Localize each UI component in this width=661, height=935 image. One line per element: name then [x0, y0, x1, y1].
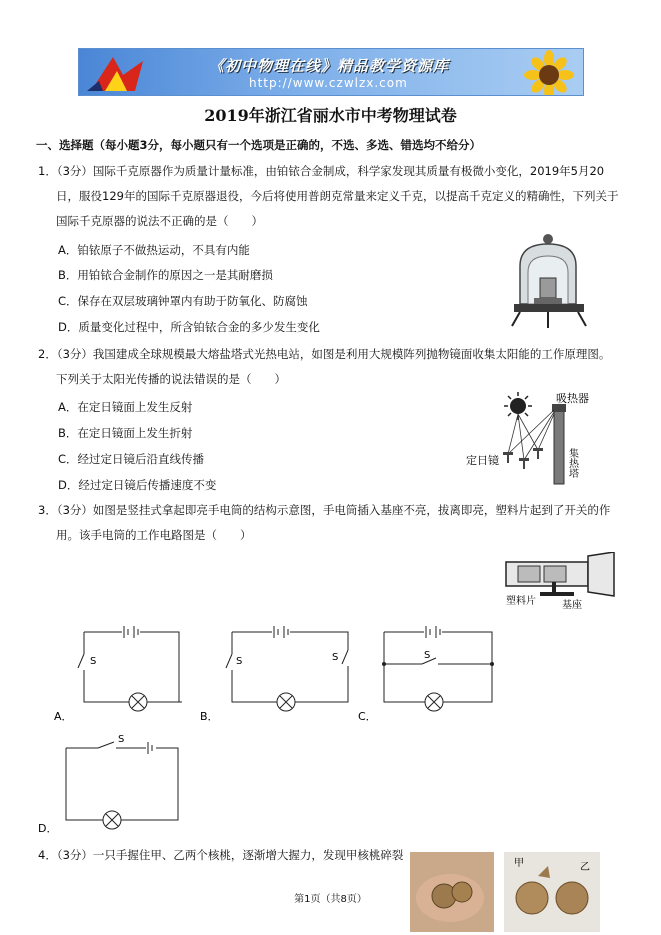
question-2-option-a: A．在定日镜面上发生反射 [58, 400, 193, 414]
switch-label: S [90, 656, 97, 667]
walnut-jia-label: 甲 [514, 858, 524, 869]
question-1-option-c: C．保存在双层玻璃钟罩内有助于防氧化、防腐蚀 [58, 294, 308, 308]
logo-icon [83, 51, 163, 95]
choice-a-label: A． [54, 710, 73, 723]
choice-b-label: B． [200, 710, 219, 723]
question-3-line-2: 用。该手电筒的工作电路图是（ ） [56, 528, 252, 542]
question-1-line-3: 国际千克原器的说法不正确的是（ ） [56, 214, 263, 228]
question-1-line-2: 日，服役129年的国际千克原器退役，今后将使用普朗克常量来定义千克，以提高千克定义的精确性，下列关于 [56, 189, 619, 203]
question-1-option-a: A．铂铱原子不做热运动，不具有内能 [58, 243, 250, 257]
circuit-option-a [52, 620, 182, 725]
question-1-line-1: 1．（3分）国际千克原器作为质量计量标准，由铂铱合金制成，科学家发现其质量有极微小变化，2019年5月20 [38, 164, 605, 178]
mirror-label: 定日镜 [466, 454, 499, 467]
choice-c-label: C． [358, 710, 377, 723]
question-2-option-b: B．在定日镜面上发生折射 [58, 426, 193, 440]
question-1-option-b: B．用铂铱合金制作的原因之一是其耐磨损 [58, 268, 273, 282]
banner-url: http://www.czwlzx.com [249, 76, 408, 90]
question-2-option-d: D．经过定日镜后传播速度不变 [58, 478, 217, 492]
walnut-yi-label: 乙 [580, 862, 590, 873]
switch-label: S [332, 652, 339, 663]
flashlight-diagram [500, 552, 622, 610]
plastic-piece-label: 塑料片 [506, 596, 536, 607]
circuit-option-d [36, 732, 186, 836]
sunflower-icon [509, 49, 584, 96]
question-2-line-2: 下列关于太阳光传播的说法错误的是（ ） [56, 372, 286, 386]
choice-d-label: D． [38, 822, 58, 835]
page-title: 2019年浙江省丽水市中考物理试卷 [204, 106, 457, 125]
circuit-option-c [356, 620, 506, 725]
header-banner [78, 48, 584, 96]
question-4-line-1: 4．（3分）一只手握住甲、乙两个核桃，逐渐增大握力，发现甲核桃碎裂 [38, 848, 404, 862]
base-label: 基座 [562, 600, 582, 610]
switch-label: S [236, 656, 243, 667]
question-3-line-1: 3．（3分）如图是竖挂式拿起即亮手电筒的结构示意图，手电筒插入基座不亮，拔离即亮，塑料片起到了开关的作 [38, 503, 611, 517]
section-heading: 一、选择题（每小题3分，每小题只有一个选项是正确的，不选、多选、错选均不给分） [36, 138, 481, 152]
banner-title: 《初中物理在线》精品教学资源库 [209, 57, 450, 75]
tower-label: 集热塔 [566, 448, 578, 478]
absorber-label: 吸热器 [556, 392, 589, 405]
circuit-option-b [198, 620, 358, 725]
switch-label: S [424, 650, 431, 661]
question-2-line-1: 2．（3分）我国建成全球规模最大熔盐塔式光热电站，如图是利用大规模阵列抛物镜面收集太阳能的工作原理图。 [38, 347, 611, 361]
switch-label: S [118, 734, 125, 745]
question-1-option-d: D．质量变化过程中，所含铂铱合金的多少发生变化 [58, 320, 320, 334]
page-footer: 第1页（共8页） [294, 894, 367, 905]
question-2-option-c: C．经过定日镜后沿直线传播 [58, 452, 205, 466]
kilogram-prototype-image [506, 232, 592, 332]
solar-tower-diagram [462, 388, 602, 490]
